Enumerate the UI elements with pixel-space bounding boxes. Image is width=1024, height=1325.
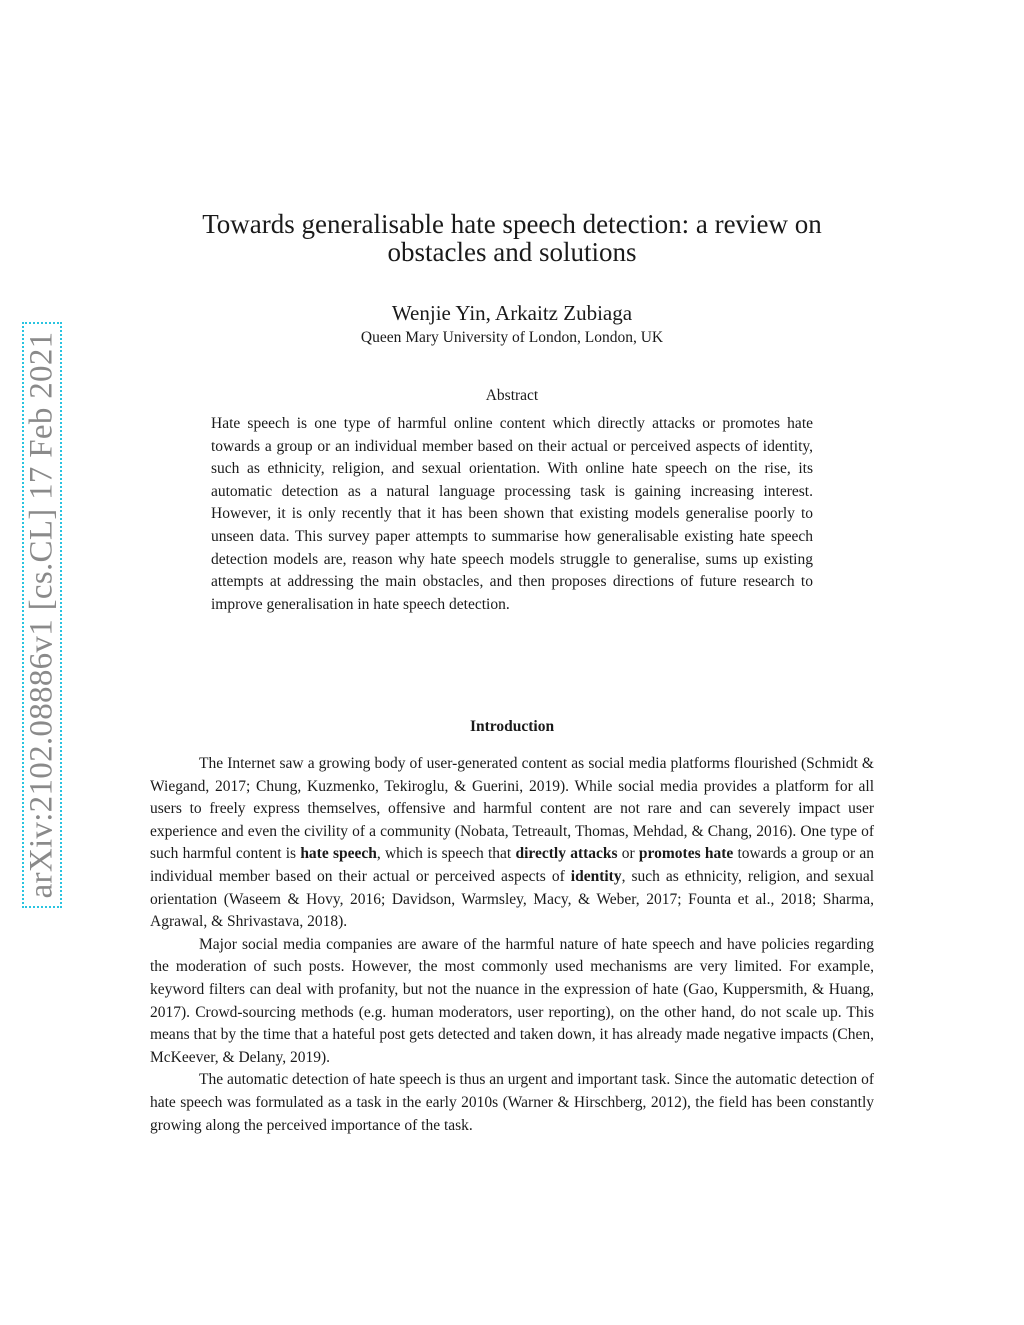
affiliation: Queen Mary University of London, London, UK [360,329,664,346]
paper-title: Towards generalisable hate speech detection: a review on obstacles and solutions [202,209,822,267]
abstract-heading: Abstract [485,387,539,404]
arxiv-stamp: arXiv:2102.08886v1 [cs.CL] 17 Feb 2021 [23,331,60,899]
author-list: Wenjie Yin, Arkaitz Zubiaga [391,301,633,325]
intro-p1-text-f: , such as ethnicity, religion, and sexual orientation (Waseem & Hovy, 2016; Davidson, Warmsley, Macy, & Weber, 2017; Founta et al., 2018; Sharma, Agrawal, & Shrivastava, 2018). [150,867,875,931]
intro-paragraph-1 [150,753,874,934]
intro-p1-text-e: towards a group or an individual member based on their actual or perceived aspects of [150,845,874,885]
introduction-body [150,753,874,1137]
intro-paragraph-3: The automatic detection of hate speech is thus an urgent and important task. Since the automatic detection of hate speech was formulated as a task in the early 2010s (Warner & Hirschberg, 2012), the field has been constantly growing along the perceived importance of the task. [150,1071,874,1134]
arxiv-stamp-box[interactable] [22,322,62,908]
term-hate-speech: hate speech [300,845,377,863]
intro-p1-text-c: , which is speech that [376,845,516,863]
intro-paragraph-2: Major social media companies are aware of the harmful nature of hate speech and have policies regarding the moderation of such posts. However, the most commonly used mechanisms are very limited. For example, keyword filters can deal with profanity, but not the nuance in the expression of hate (Gao, Kuppersmith, & Huang, 2017). Crowd-sourcing methods (e.g. human moderators, user reporting), on the other hand, do not scale up. This means that by the time that a hateful post gets detected and taken down, it has already made negative impacts (Chen, McKeever, & Delany, 2019). [150,935,874,1066]
abstract-text: Hate speech is one type of harmful online content which directly attacks or promotes hate towards a group or an individual member based on their actual or perceived aspects of identity, such as ethnicity, religion, and sexual orientation. With online hate speech on the rise, its automatic detection as a natural language processing task is gaining increasing interest. However, it is only recently that it has been shown that existing models generalise poorly to unseen data. This survey paper attempts to summarise how generalisable existing hate speech detection models are, reason why hate speech models struggle to generalise, sums up existing attempts at addressing the main obstacles, and then proposes directions of future research to improve generalisation in hate speech detection. [211,415,813,613]
term-identity: identity [570,867,622,885]
term-promotes-hate: promotes hate [638,845,734,863]
section-heading-introduction: Introduction [469,718,555,735]
intro-p1-text-d: or [617,845,639,863]
term-directly-attacks: directly attacks [515,845,618,863]
intro-p1-text-a: The Internet saw a growing body of user-generated content as social media platforms flourished (Schmidt & Wiegand, 2017; Chung, Kuzmenko, Tekiroglu, & Guerini, 2019). While social media provides a platform for all users to freely express themselves, offensive and harmful content are not rare and can severely impact user experience and even the civility of a community (Nobata, Tetreault, Thomas, Mehdad, & Chang, 2016). One type of such harmful content is [150,755,874,863]
